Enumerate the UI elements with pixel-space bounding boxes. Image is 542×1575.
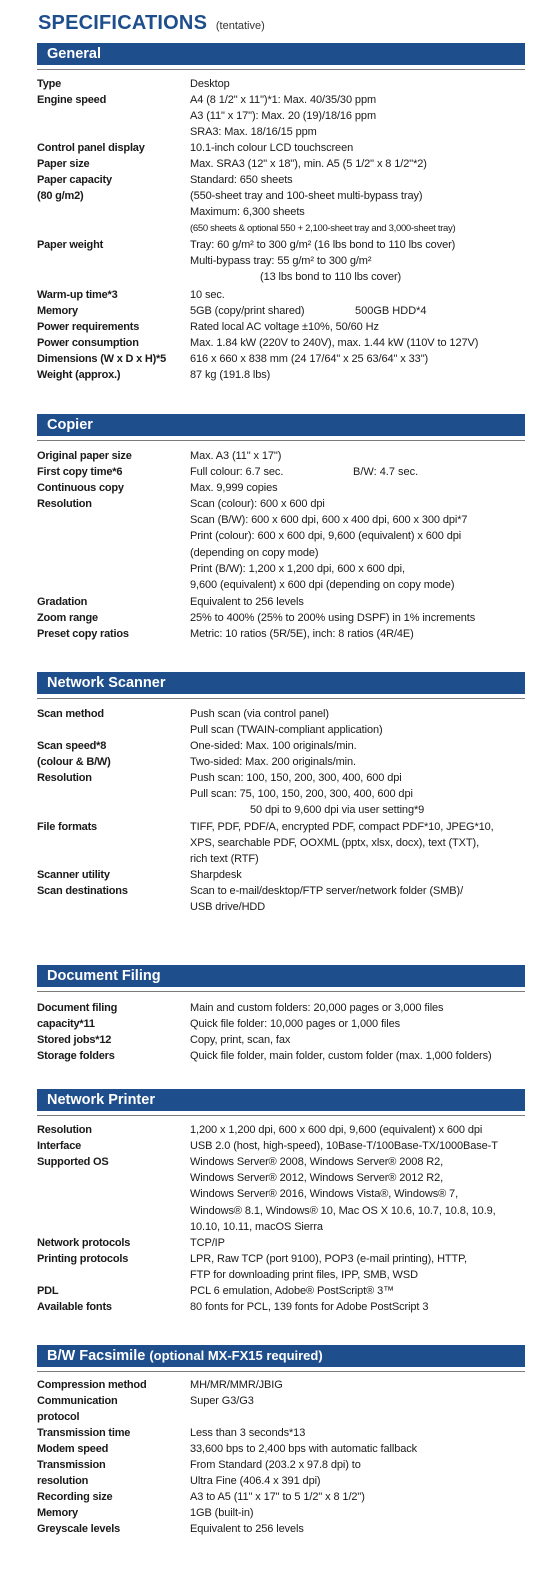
spec-label-line: Transmission — [37, 1459, 106, 1471]
spec-label: PDL — [37, 1285, 59, 1297]
spec-label-line: protocol — [37, 1411, 80, 1424]
spec-value-line: Pull scan: 75, 100, 150, 200, 300, 400, 600 dpi — [190, 788, 413, 801]
section-divider — [37, 1371, 525, 1372]
spec-value-line: Scan to e-mail/desktop/FTP server/network folder (SMB)/ — [190, 885, 464, 897]
spec-value — [190, 1251, 530, 1283]
spec-value: 5GB (copy/print shared) — [190, 305, 305, 317]
spec-label: Memory — [37, 1507, 78, 1519]
spec-label: Compression method — [37, 1379, 147, 1391]
spec-value-line: 9,600 (equivalent) x 600 dpi (depending on copy mode) — [190, 579, 455, 592]
spec-label: Power requirements — [37, 321, 140, 333]
section-header-general — [37, 43, 525, 65]
spec-value: Max. 1.84 kW (220V to 240V), max. 1.44 kW (110V to 127V) — [190, 337, 479, 349]
spec-value-line: Print (colour): 600 x 600 dpi, 9,600 (equivalent) x 600 dpi — [190, 530, 462, 543]
section-title: B/W Facsimile — [47, 1348, 146, 1364]
spec-label: Engine speed — [37, 94, 107, 106]
spec-value: USB 2.0 (host, high-speed), 10Base-T/100Base-TX/1000Base-T — [190, 1140, 498, 1152]
spec-value-line: Windows® 8.1, Windows® 10, Mac OS X 10.6, 10.7, 10.8, 10.9, — [190, 1204, 496, 1217]
spec-label: Scan method — [37, 708, 104, 720]
spec-value-secondary: B/W: 4.7 sec. — [353, 466, 419, 478]
spec-value — [190, 1457, 530, 1489]
spec-label: Type — [37, 78, 62, 90]
spec-value — [190, 738, 530, 770]
spec-value-line: From Standard (203.2 x 97.8 dpi) to — [190, 1459, 361, 1471]
spec-value-line: Print (B/W): 1,200 x 1,200 dpi, 600 x 600 dpi, — [190, 562, 405, 575]
spec-value-line: One-sided: Max. 100 originals/min. — [190, 740, 357, 752]
section-title: Document Filing — [47, 968, 161, 984]
spec-value-line: Windows Server® 2008, Windows Server® 2008 R2, — [190, 1156, 444, 1168]
spec-value-line: 10.10, 10.11, macOS Sierra — [190, 1220, 323, 1233]
spec-label: Preset copy ratios — [37, 628, 129, 640]
spec-label: Interface — [37, 1140, 82, 1152]
section-divider — [37, 1115, 525, 1116]
spec-value: Desktop — [190, 78, 230, 90]
spec-value: Copy, print, scan, fax — [190, 1034, 291, 1046]
spec-value: Sharpdesk — [190, 869, 242, 881]
spec-value-line: (650 sheets & optional 550 + 2,100-sheet tray and 3,000-sheet tray) — [190, 222, 456, 234]
spec-value-line: Main and custom folders: 20,000 pages or 3,000 files — [190, 1002, 444, 1014]
spec-value-line: Pull scan (TWAIN-compliant application) — [190, 724, 383, 737]
spec-value-line: SRA3: Max. 18/16/15 ppm — [190, 126, 317, 139]
spec-label: Recording size — [37, 1491, 113, 1503]
spec-value-line: (depending on copy mode) — [190, 546, 319, 559]
spec-value-line: (13 lbs bond to 110 lbs cover) — [260, 271, 402, 284]
section-note: (optional MX-FX15 required) — [149, 1348, 323, 1363]
spec-value: MH/MR/MMR/JBIG — [190, 1379, 283, 1391]
spec-label: Control panel display — [37, 142, 145, 154]
spec-label — [37, 1000, 187, 1032]
spec-label-line: Scan speed*8 — [37, 740, 107, 752]
spec-value: PCL 6 emulation, Adobe® PostScript® 3™ — [190, 1285, 394, 1297]
spec-value: 10 sec. — [190, 289, 225, 301]
spec-value: TCP/IP — [190, 1237, 225, 1249]
spec-value-line: Ultra Fine (406.4 x 391 dpi) — [190, 1475, 321, 1488]
spec-value-secondary: 500GB HDD*4 — [355, 305, 427, 317]
spec-value — [190, 1154, 530, 1235]
spec-label: Weight (approx.) — [37, 369, 121, 381]
spec-value-line: Quick file folder: 10,000 pages or 1,000 files — [190, 1018, 401, 1031]
spec-label-line: Document filing — [37, 1002, 118, 1014]
spec-label-line: (80 g/m2) — [37, 190, 84, 203]
spec-value — [190, 496, 530, 593]
spec-value: Max. 9,999 copies — [190, 482, 278, 494]
spec-label: Memory — [37, 305, 78, 317]
spec-label: Available fonts — [37, 1301, 112, 1313]
spec-label-line: capacity*11 — [37, 1018, 95, 1031]
spec-value: 616 x 660 x 838 mm (24 17/64" x 25 63/64" x 33") — [190, 353, 429, 365]
section-title: Network Printer — [47, 1092, 155, 1108]
spec-label: Supported OS — [37, 1156, 109, 1168]
spec-value-line: FTP for downloading print files, IPP, SMB, WSD — [190, 1269, 418, 1282]
spec-label: Transmission time — [37, 1427, 131, 1439]
spec-value: Super G3/G3 — [190, 1395, 254, 1407]
spec-label: Network protocols — [37, 1237, 131, 1249]
section-divider — [37, 698, 525, 699]
page-title — [38, 12, 265, 35]
spec-value: Max. A3 (11" x 17") — [190, 450, 282, 462]
spec-label: File formats — [37, 821, 97, 833]
spec-label-line: Paper capacity — [37, 174, 112, 186]
spec-value: 10.1-inch colour LCD touchscreen — [190, 142, 354, 154]
spec-value — [190, 770, 530, 819]
spec-value-line: Tray: 60 g/m² to 300 g/m² (16 lbs bond to 110 lbs cover) — [190, 239, 456, 251]
section-header-network-printer — [37, 1089, 525, 1111]
spec-value: Equivalent to 256 levels — [190, 596, 304, 608]
spec-label: Storage folders — [37, 1050, 115, 1062]
spec-label: Paper size — [37, 158, 90, 170]
title-main: SPECIFICATIONS — [38, 12, 208, 34]
spec-value — [190, 819, 530, 868]
spec-value: Rated local AC voltage ±10%, 50/60 Hz — [190, 321, 379, 333]
spec-label: Resolution — [37, 772, 92, 784]
spec-label: Scan destinations — [37, 885, 128, 897]
spec-label: Stored jobs*12 — [37, 1034, 112, 1046]
spec-value-line: (550-sheet tray and 100-sheet multi-bypass tray) — [190, 190, 423, 203]
spec-label: Warm-up time*3 — [37, 289, 118, 301]
spec-value — [190, 883, 530, 915]
spec-value-line: LPR, Raw TCP (port 9100), POP3 (e-mail printing), HTTP, — [190, 1253, 467, 1265]
spec-label: Original paper size — [37, 450, 132, 462]
spec-value — [190, 172, 530, 237]
spec-value: Full colour: 6.7 sec. — [190, 466, 284, 478]
section-divider — [37, 440, 525, 441]
spec-label: Modem speed — [37, 1443, 109, 1455]
section-header-document-filing — [37, 965, 525, 987]
spec-value-line: A4 (8 1/2" x 11")*1: Max. 40/35/30 ppm — [190, 94, 377, 106]
section-title: Copier — [47, 417, 93, 433]
spec-value-line: Windows Server® 2012, Windows Server® 2012 R2, — [190, 1172, 444, 1185]
spec-label: Dimensions (W x D x H)*5 — [37, 353, 167, 365]
spec-value-line: Push scan: 100, 150, 200, 300, 400, 600 dpi — [190, 772, 402, 784]
spec-value: Metric: 10 ratios (5R/5E), inch: 8 ratios (4R/4E) — [190, 628, 414, 640]
spec-value-line: Maximum: 6,300 sheets — [190, 206, 305, 219]
spec-value: Max. SRA3 (12" x 18"), min. A5 (5 1/2" x 8 1/2"*2) — [190, 158, 427, 170]
spec-value — [190, 1000, 530, 1032]
spec-value-line: Two-sided: Max. 200 originals/min. — [190, 756, 356, 769]
section-header-copier — [37, 414, 525, 436]
spec-value — [190, 706, 530, 738]
section-header-network-scanner — [37, 672, 525, 694]
spec-label: Greyscale levels — [37, 1523, 121, 1535]
spec-value-line: rich text (RTF) — [190, 853, 259, 866]
spec-label — [37, 738, 187, 770]
spec-value: 87 kg (191.8 lbs) — [190, 369, 271, 381]
spec-value-line: A3 (11" x 17"): Max. 20 (19)/18/16 ppm — [190, 110, 377, 123]
spec-label-line: (colour & B/W) — [37, 756, 111, 769]
spec-label: Printing protocols — [37, 1253, 129, 1265]
spec-label: Gradation — [37, 596, 88, 608]
spec-value-line: Scan (B/W): 600 x 600 dpi, 600 x 400 dpi, 600 x 300 dpi*7 — [190, 514, 468, 527]
spec-value: Less than 3 seconds*13 — [190, 1427, 306, 1439]
spec-label: Paper weight — [37, 239, 104, 251]
spec-value — [190, 237, 530, 286]
spec-value: 33,600 bps to 2,400 bps with automatic fallback — [190, 1443, 418, 1455]
spec-label-line: resolution — [37, 1475, 89, 1488]
spec-label: First copy time*6 — [37, 466, 123, 478]
spec-value-line: Push scan (via control panel) — [190, 708, 329, 720]
section-header-facsimile — [37, 1345, 525, 1367]
spec-value-line: USB drive/HDD — [190, 901, 266, 914]
title-subtitle: (tentative) — [215, 20, 265, 32]
spec-value: Quick file folder, main folder, custom folder (max. 1,000 folders) — [190, 1050, 492, 1062]
spec-value-line: XPS, searchable PDF, OOXML (pptx, xlsx, docx), text (TXT), — [190, 837, 480, 850]
spec-value-line: Multi-bypass tray: 55 g/m² to 300 g/m² — [190, 255, 372, 268]
section-title: Network Scanner — [47, 675, 166, 691]
spec-label-line: Communication — [37, 1395, 118, 1407]
spec-label: Scanner utility — [37, 869, 110, 881]
spec-value-line: Windows Server® 2016, Windows Vista®, Windows® 7, — [190, 1188, 459, 1201]
spec-label — [37, 1393, 187, 1425]
spec-label — [37, 172, 187, 204]
spec-value: Equivalent to 256 levels — [190, 1523, 304, 1535]
spec-value-line: Standard: 650 sheets — [190, 174, 293, 186]
spec-value: 1,200 x 1,200 dpi, 600 x 600 dpi, 9,600 (equivalent) x 600 dpi — [190, 1124, 483, 1136]
spec-label — [37, 1457, 187, 1489]
spec-value: 80 fonts for PCL, 139 fonts for Adobe PostScript 3 — [190, 1301, 429, 1313]
spec-value: A3 to A5 (11" x 17" to 5 1/2" x 8 1/2") — [190, 1491, 365, 1503]
spec-label: Resolution — [37, 498, 92, 510]
spec-value: 25% to 400% (25% to 200% using DSPF) in 1% increments — [190, 612, 476, 624]
spec-value-line: 50 dpi to 9,600 dpi via user setting*9 — [250, 804, 425, 817]
spec-value-line: Scan (colour): 600 x 600 dpi — [190, 498, 325, 510]
spec-label: Zoom range — [37, 612, 98, 624]
spec-value: 1GB (built-in) — [190, 1507, 254, 1519]
spec-label: Continuous copy — [37, 482, 124, 494]
section-divider — [37, 69, 525, 70]
section-divider — [37, 991, 525, 992]
spec-label: Resolution — [37, 1124, 92, 1136]
spec-label: Power consumption — [37, 337, 139, 349]
spec-value — [190, 92, 530, 141]
section-title: General — [47, 46, 101, 62]
spec-value-line: TIFF, PDF, PDF/A, encrypted PDF, compact PDF*10, JPEG*10, — [190, 821, 494, 833]
